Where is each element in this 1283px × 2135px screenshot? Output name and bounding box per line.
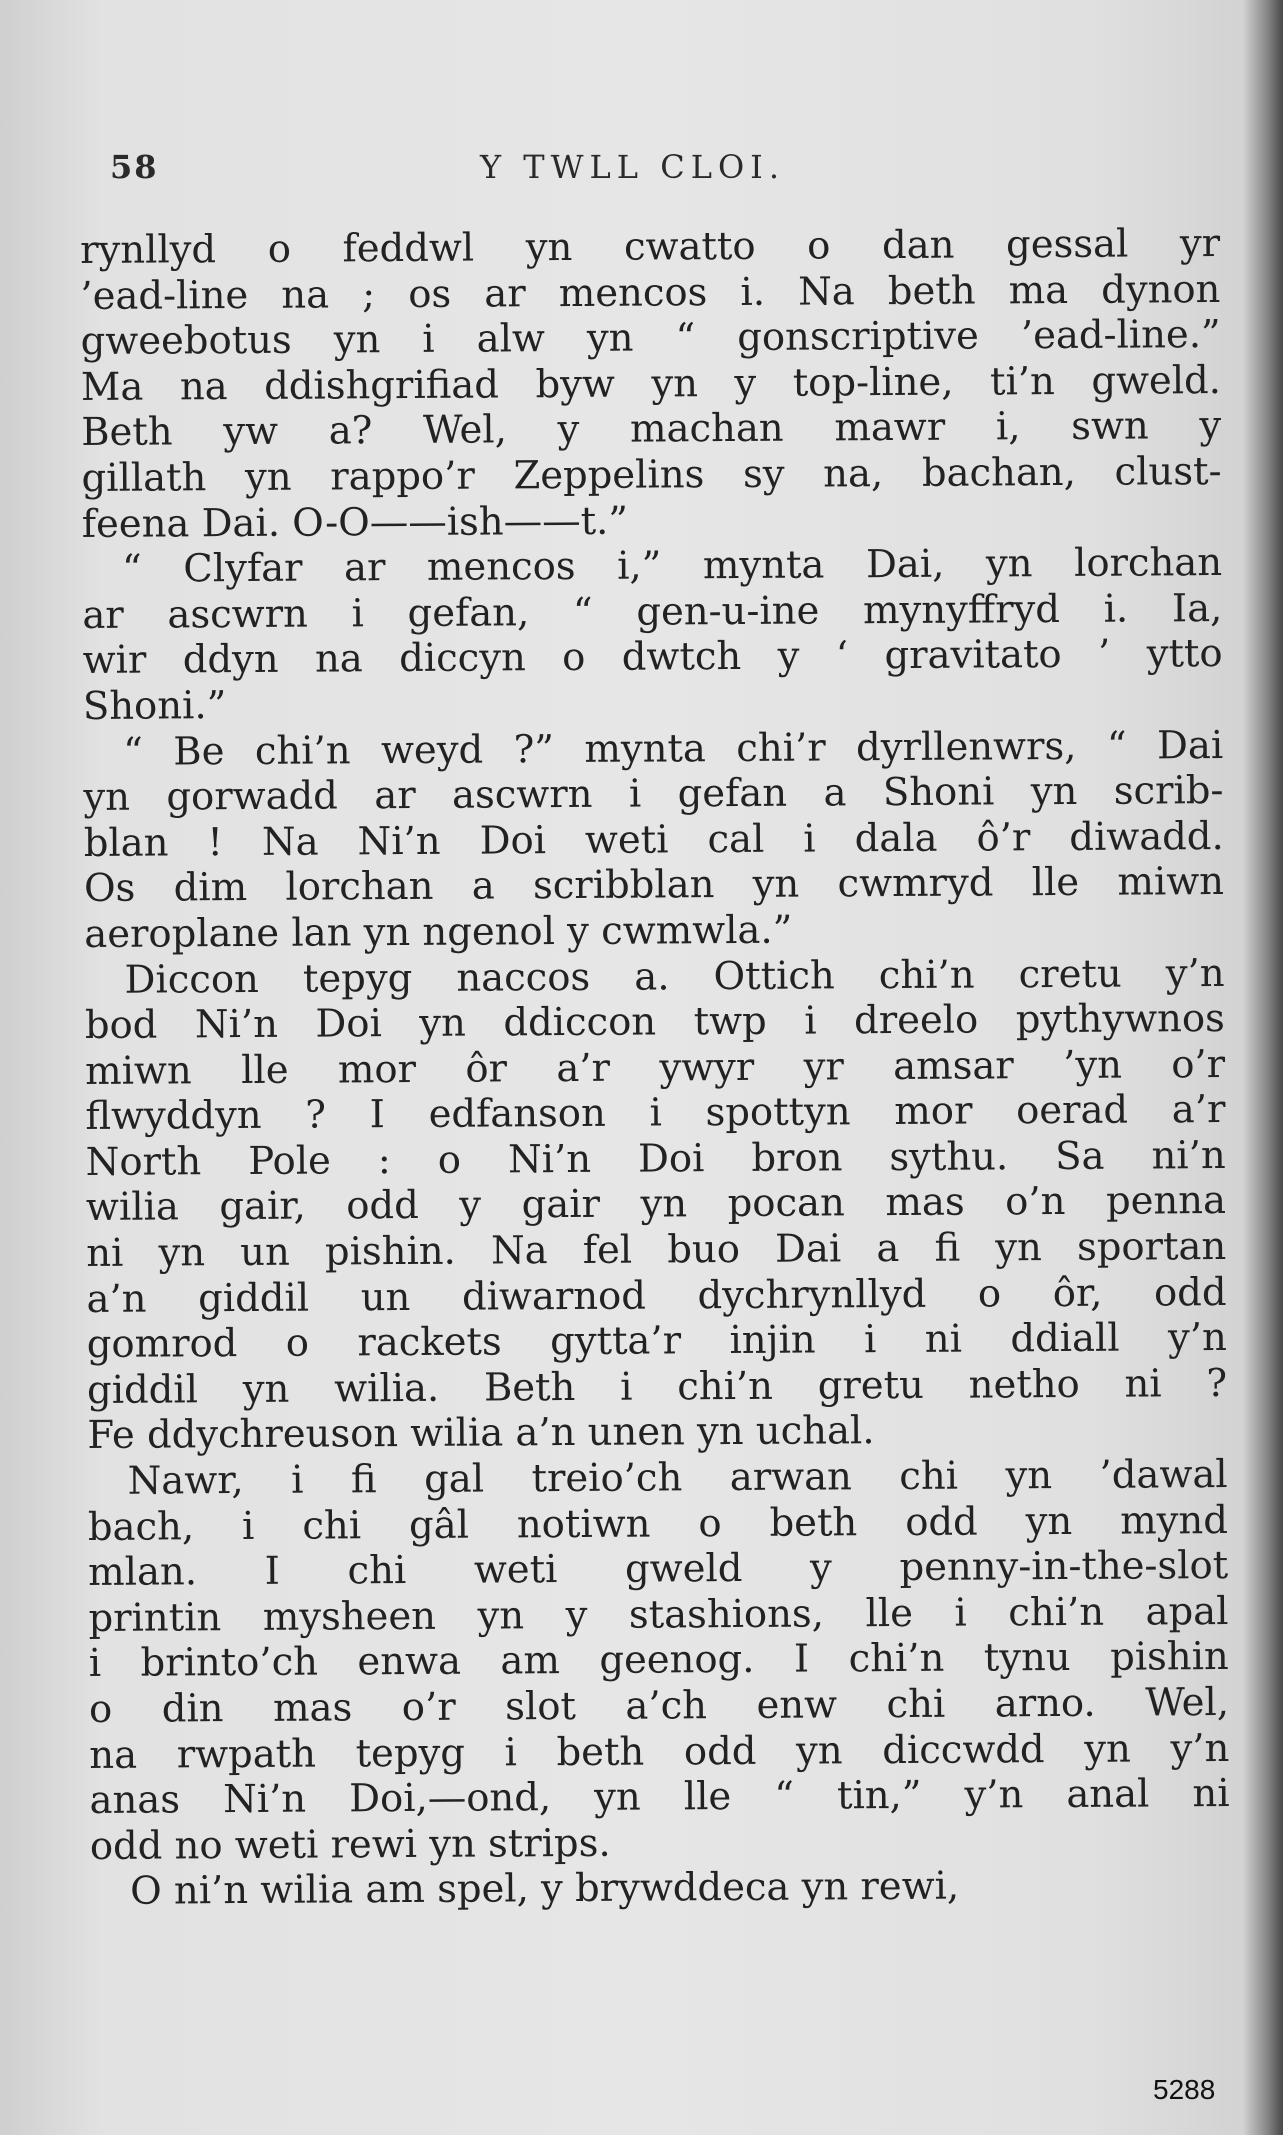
text-line: Beth yw a? Wel, y machan mawr i, swn y	[81, 403, 1222, 456]
text-line: giddil yn wilia. Beth i chi’n gretu netho ni ?	[86, 1360, 1228, 1413]
text-line: a’n giddil un diwarnod dychrynllyd o ôr, odd	[86, 1269, 1227, 1322]
running-header	[110, 148, 870, 198]
text-line: na rwpath tepyg i beth odd yn diccwdd yn y’n	[89, 1725, 1230, 1778]
text-line: flwyddyn ? I edfanson i spottyn mor oerad a’r	[85, 1087, 1226, 1140]
text-line: feena Dai. O-O——ish——t.”	[81, 498, 629, 547]
paragraph	[90, 1862, 1230, 1915]
page-edge-shadow	[1243, 0, 1283, 2135]
text-line: gomrod o rackets gytta’r injin i ni ddiall y’n	[86, 1315, 1227, 1368]
text-line: wilia gair, odd y gair yn pocan mas o’n penna	[85, 1178, 1227, 1231]
text-line: ni yn un pishin. Na fel buo Dai a fi yn sportan	[86, 1224, 1227, 1277]
text-line: printin mysheen yn y stashions, lle i chi’n apal	[88, 1588, 1229, 1641]
text-line: bod Ni’n Doi yn ddiccon twp i dreelo pythywnos	[84, 996, 1225, 1049]
paragraph	[80, 221, 1222, 547]
text-line: gillath yn rappo’r Zeppelins sy na, bachan, clust-	[81, 449, 1222, 501]
text-line: blan ! Na Ni’n Doi weti cal i dala ô’r diwadd.	[83, 813, 1224, 866]
text-line: Os dim lorchan a scribblan yn cwmryd lle miwn	[83, 859, 1225, 912]
text-line: miwn lle mor ôr a’r ywyr yr amsar ’yn o’r	[85, 1041, 1226, 1094]
text-line: anas Ni’n Doi,—ond, yn lle “ tin,” y’n anal ni	[89, 1771, 1230, 1824]
text-line: Shoni.”	[82, 683, 227, 729]
text-line: Diccon tepyg naccos a. Ottich chi’n cretu y’n	[124, 950, 1225, 1003]
paragraph	[84, 951, 1227, 1459]
paragraph	[88, 1452, 1230, 1869]
catalog-stamp: 5288	[1153, 2074, 1216, 2105]
text-line: Ma na ddishgrifiad byw yn y top-line, ti’n gweld.	[80, 357, 1222, 410]
text-line: ar ascwrn i gefan, “ gen-u-ine mynyffryd i. Ia,	[82, 585, 1223, 638]
text-line: “ Clyfar ar mencos i,” mynta Dai, yn lorchan	[121, 540, 1223, 592]
running-title: Y TWLL CLOI.	[480, 148, 785, 186]
text-line: North Pole : o Ni’n Doi bron sythu. Sa ni’n	[85, 1132, 1226, 1185]
text-line: wir ddyn na diccyn o dwtch y ‘ gravitato ’ ytto	[82, 631, 1223, 684]
text-line: odd no weti rewi yn strips.	[89, 1820, 611, 1869]
text-line: gweebotus yn i alw yn “ gonscriptive ’ead-line.”	[80, 312, 1221, 365]
text-line: Fe ddychreuson wilia a’n unen yn uchal.	[87, 1408, 875, 1459]
text-line: yn gorwadd ar ascwrn i gefan a Shoni yn scrib-	[83, 768, 1224, 821]
text-line: ’ead-line na ; os ar mencos i. Na beth ma dynon	[80, 266, 1221, 319]
paragraph	[83, 723, 1224, 958]
paragraph	[82, 540, 1223, 729]
body-text	[80, 221, 1230, 1915]
page-number: 58	[110, 148, 159, 186]
text-line: i brinto’ch enwa am geenog. I chi’n tynu pishin	[88, 1634, 1229, 1687]
text-line: rynllyd o feddwl yn cwatto o dan gessal yr	[80, 221, 1221, 273]
text-line: mlan. I chi weti gweld y penny-in-the-slot	[88, 1543, 1229, 1596]
text-line: O ni’n wilia am spel, y brywddeca yn rewi,	[130, 1864, 960, 1915]
text-line: Nawr, i fi gal treio’ch arwan chi yn ’dawal	[127, 1452, 1228, 1504]
text-line: aeroplane lan yn ngenol y cwmwla.”	[84, 907, 793, 957]
text-line: bach, i chi gâl notiwn o beth odd yn mynd	[87, 1497, 1229, 1550]
text-line: “ Be chi’n weyd ?” mynta chi’r dyrllenwrs, “ Dai	[123, 722, 1224, 775]
text-line: o din mas o’r slot a’ch enw chi arno. Wel,	[88, 1680, 1230, 1732]
